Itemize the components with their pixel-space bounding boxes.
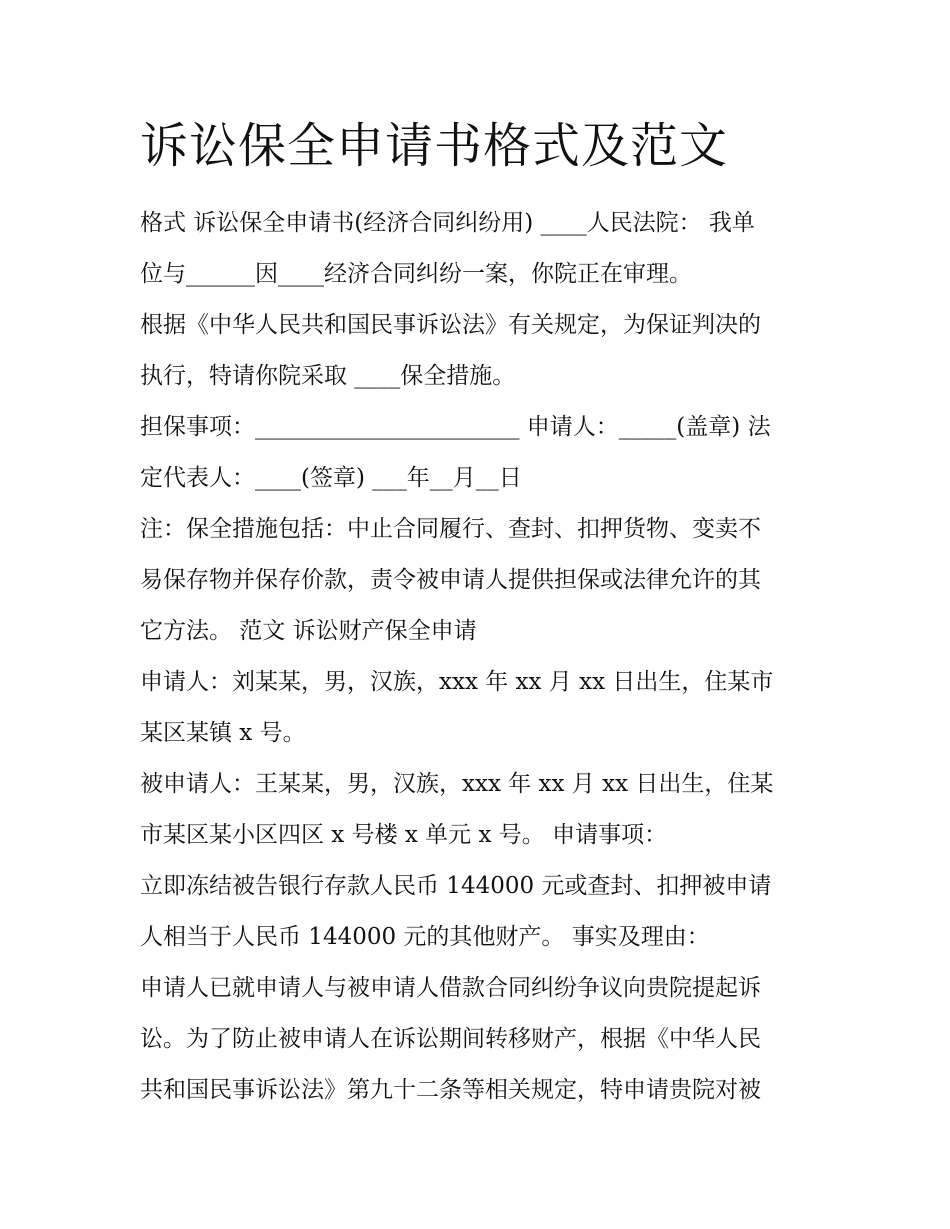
text-line: 定代表人：____(签章) ___年__月__日 bbox=[140, 465, 522, 491]
text-line: 担保事项：_______________________ 申请人：_____(盖章) 法 bbox=[140, 414, 771, 440]
text-line: 被申请人：王某某，男，汉族，xxx 年 xx 月 xx 日出生，住某 bbox=[140, 771, 774, 797]
text-line: 申请人已就申请人与被申请人借款合同纠纷争议向贵院提起诉 bbox=[140, 975, 761, 1001]
text-line: 讼。为了防止被申请人在诉讼期间转移财产，根据《中华人民 bbox=[140, 1026, 761, 1052]
text-line: 共和国民事诉讼法》第九十二条等相关规定，特申请贵院对被 bbox=[140, 1077, 761, 1103]
text-line: 易保存物并保存价款，责令被申请人提供担保或法律允许的其 bbox=[140, 567, 761, 593]
text-line: 根据《中华人民共和国民事诉讼法》有关规定，为保证判决的 bbox=[140, 312, 761, 338]
text-line: 某区某镇 x 号。 bbox=[140, 720, 306, 746]
text-line: 执行，特请你院采取 ____保全措施。 bbox=[140, 363, 516, 389]
text-line: 格式 诉讼保全申请书(经济合同纠纷用) ____人民法院： 我单 bbox=[140, 210, 755, 236]
text-line: 申请人：刘某某，男，汉族，xxx 年 xx 月 xx 日出生，住某市 bbox=[140, 669, 774, 695]
text-line: 市某区某小区四区 x 号楼 x 单元 x 号。 申请事项： bbox=[140, 822, 668, 848]
text-line: 位与______因____经济合同纠纷一案，你院正在审理。 bbox=[140, 261, 692, 287]
document-body bbox=[140, 198, 820, 1116]
text-line: 立即冻结被告银行存款人民币 144000 元或查封、扣押被申请 bbox=[140, 873, 772, 899]
document-title: 诉讼保全申请书格式及范文 bbox=[140, 118, 729, 174]
text-line: 人相当于人民币 144000 元的其他财产。 事实及理由： bbox=[140, 924, 710, 950]
text-line: 注：保全措施包括：中止合同履行、查封、扣押货物、变卖不 bbox=[140, 516, 761, 542]
text-line: 它方法。 范文 诉讼财产保全申请 bbox=[140, 618, 477, 644]
